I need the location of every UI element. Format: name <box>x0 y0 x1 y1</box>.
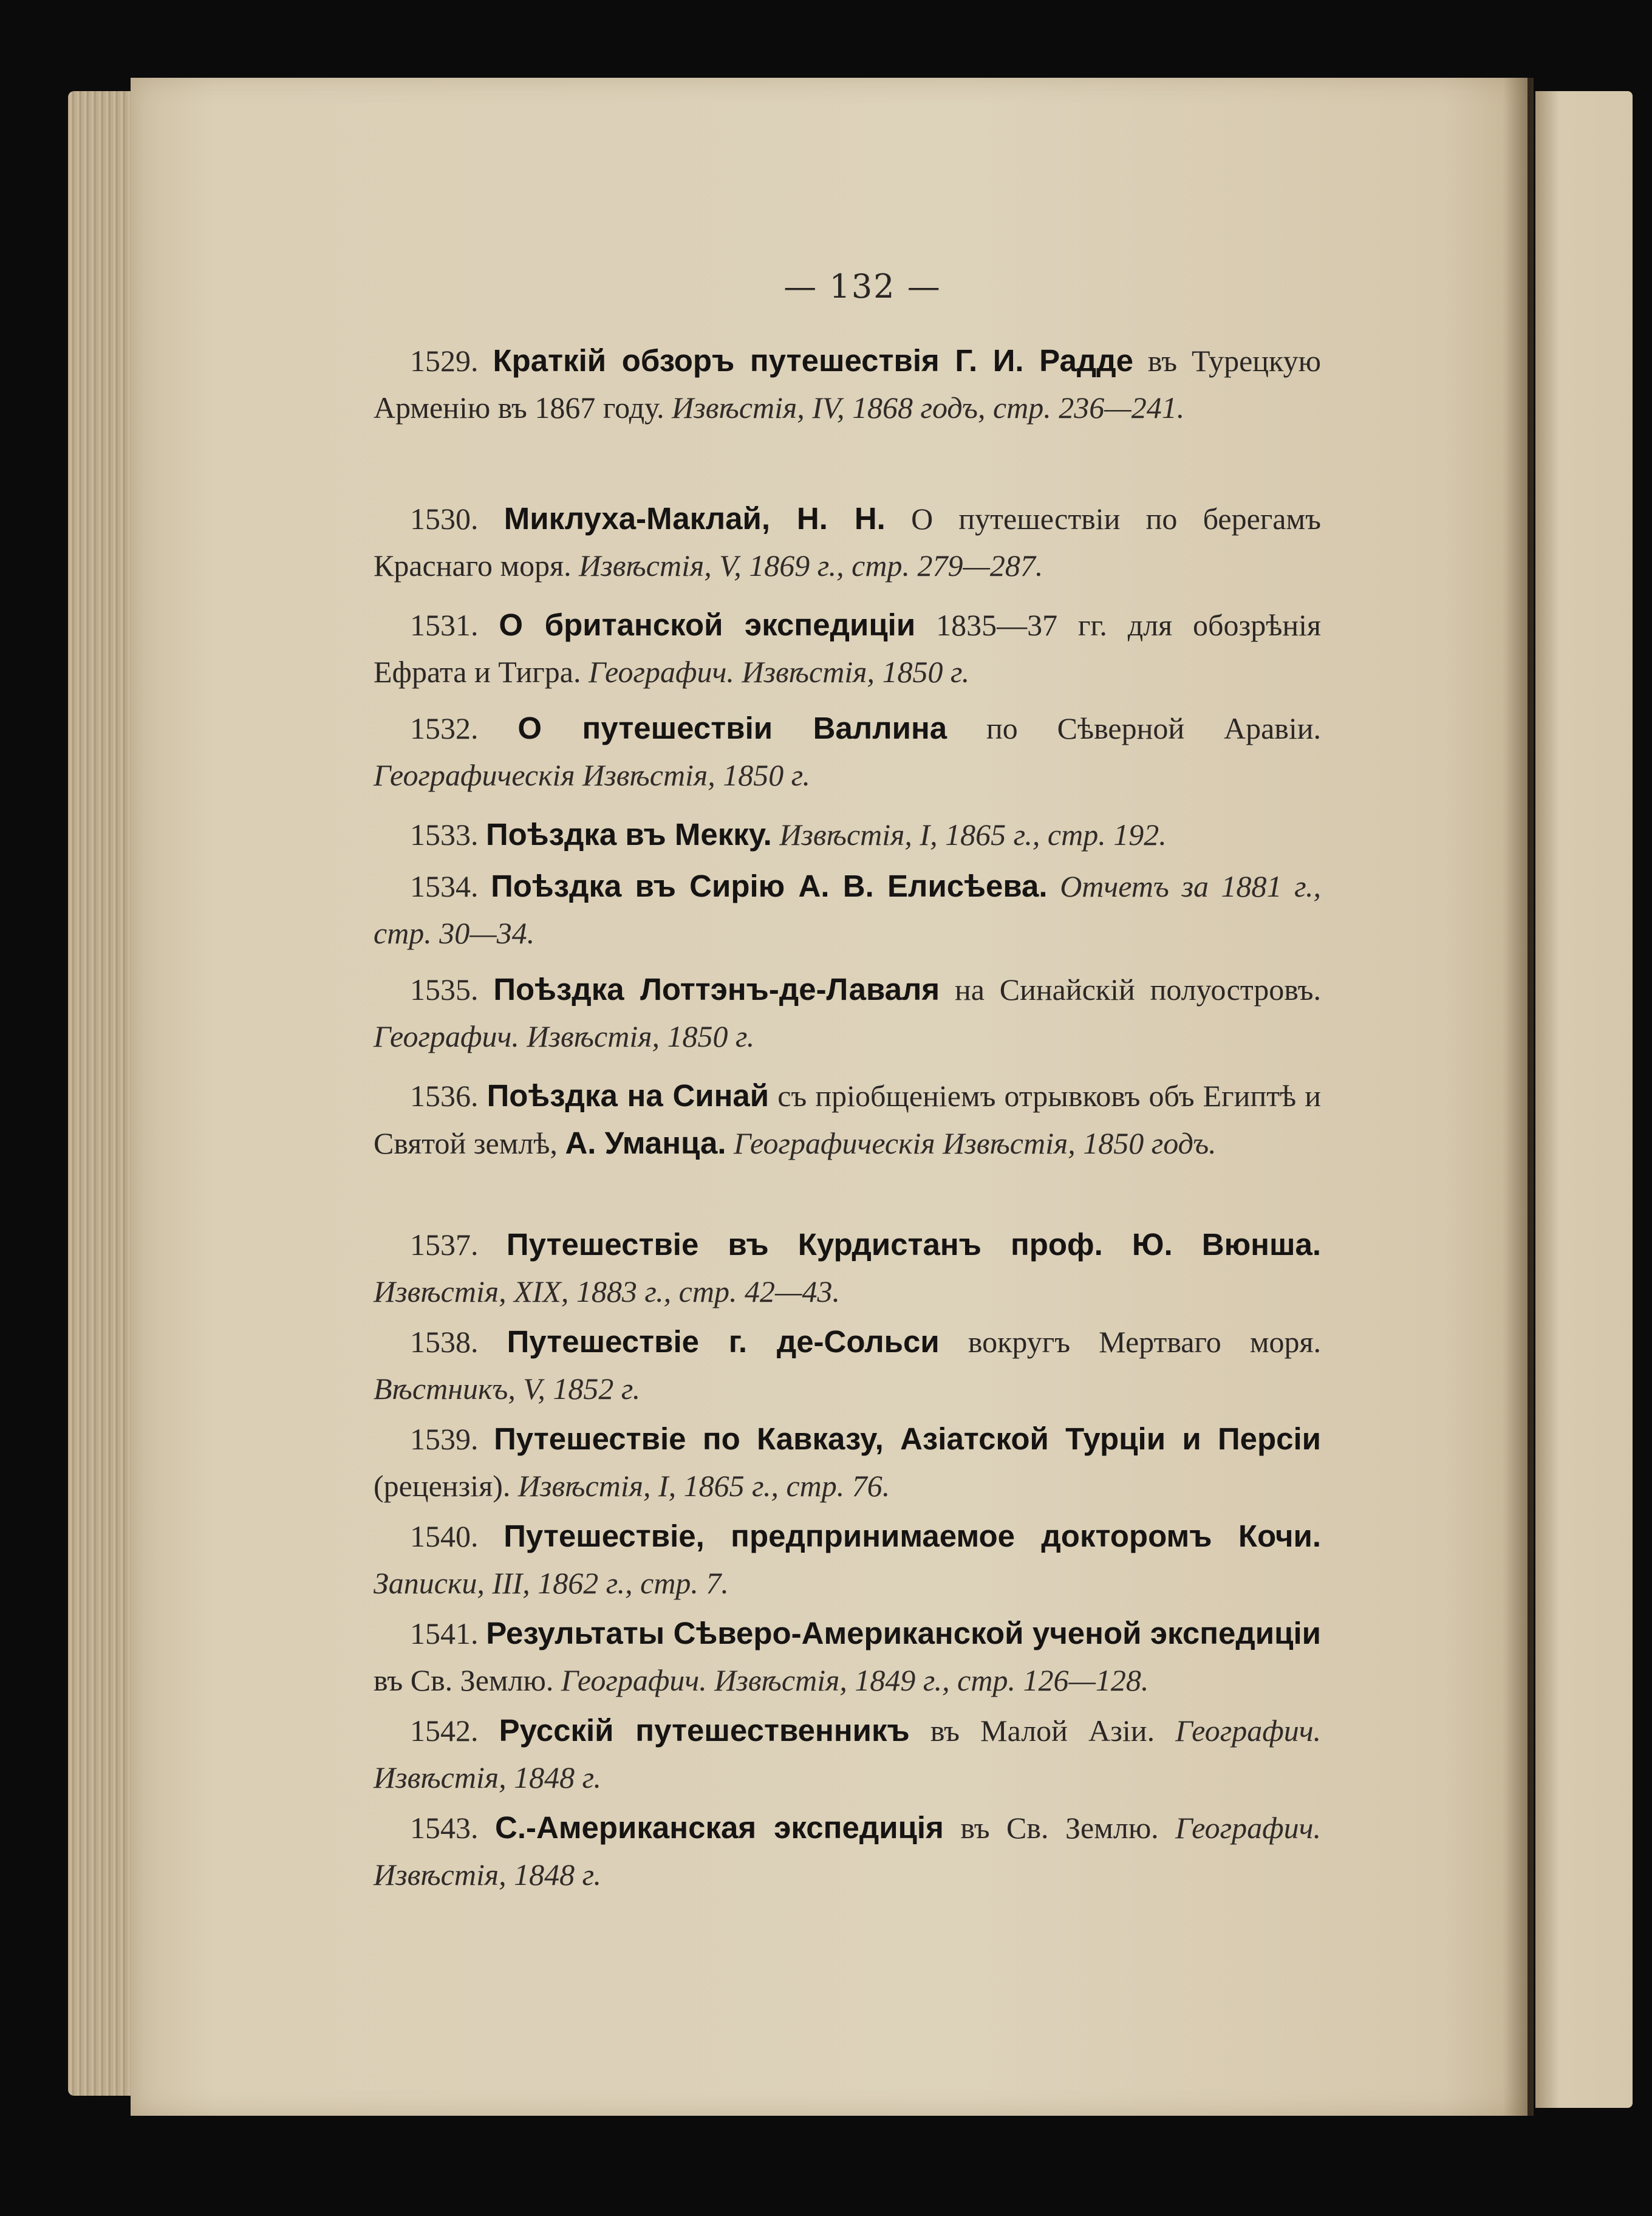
entry-source: Вѣстникъ, V, 1852 г. <box>374 1372 641 1406</box>
entry-description: вокругъ Мертваго моря. <box>968 1325 1321 1359</box>
entry-number: 1536. <box>410 1079 479 1113</box>
entry-description: въ Св. Землю. <box>374 1663 554 1697</box>
facing-page <box>1535 91 1633 2108</box>
bibliography-entry <box>374 1221 1321 1315</box>
entry-source: Извѣстія, IV, 1868 годъ, стр. 236—241. <box>672 391 1185 425</box>
entry-source: Записки, III, 1862 г., стр. 7. <box>374 1566 729 1600</box>
entry-title: О путешествіи Валлина <box>517 711 947 745</box>
bibliography-entry <box>374 1707 1321 1801</box>
bibliography-entry <box>374 495 1321 589</box>
entry-number: 1534. <box>410 869 479 903</box>
entry-source: Географич. Извѣстія, 1848 г. <box>374 1714 1322 1794</box>
entry-source: Географич. Извѣстія, 1850 г. <box>374 1019 755 1053</box>
bibliography-entry <box>374 966 1321 1060</box>
entry-source: Географич. Извѣстія, 1848 г. <box>374 1811 1322 1892</box>
entry-number: 1535. <box>410 973 479 1007</box>
entry-source: Географическія Извѣстія, 1850 г. <box>374 758 811 792</box>
entry-title: Поѣздка въ Мекку. <box>486 817 772 852</box>
entry-number: 1532. <box>410 711 479 745</box>
entry-source: Извѣстія, V, 1869 г., стр. 279—287. <box>579 549 1043 583</box>
entry-title: Миклуха-Маклай, Н. Н. <box>503 501 886 536</box>
entry-title: Русскій путешественникъ <box>499 1713 910 1748</box>
entry-number: 1539. <box>410 1422 479 1456</box>
entry-title: Путешествіе въ Курдистанъ проф. Ю. Вюнша. <box>506 1227 1322 1262</box>
bibliography-entry <box>374 1072 1321 1167</box>
entry-number: 1530. <box>410 502 479 536</box>
entry-source: Извѣстія, XIX, 1883 г., стр. 42—43. <box>374 1274 840 1308</box>
bibliography-entry <box>374 337 1321 431</box>
entry-source: Географич. Извѣстія, 1850 г. <box>589 655 970 689</box>
entry-number: 1540. <box>410 1519 479 1553</box>
entry-number: 1542. <box>410 1714 479 1748</box>
bibliography-entry <box>374 1318 1321 1412</box>
entry-description: по Сѣверной Аравіи. <box>986 711 1322 745</box>
entry-description: въ Св. Землю. <box>960 1811 1159 1845</box>
entry-source: Географич. Извѣстія, 1849 г., стр. 126—128. <box>561 1663 1149 1697</box>
binding-gutter <box>1503 78 1534 2116</box>
bibliography-entry <box>374 1415 1321 1510</box>
bibliography-entry <box>374 811 1321 858</box>
entry-description: О путешествіи по берегамъ Краснаго моря. <box>374 502 1321 583</box>
bibliography-entry <box>374 705 1321 799</box>
entry-description: съ пріобщеніемъ отрывковъ объ Египтѣ и Святой землѣ, <box>374 1079 1322 1160</box>
entry-description: (рецензія). <box>374 1469 511 1503</box>
entry-source: Отчетъ за 1881 г., стр. 30—34. <box>374 869 1322 950</box>
entry-title: Краткій обзоръ путешествія Г. И. Радде <box>493 343 1133 378</box>
entry-description: въ Малой Азіи. <box>930 1714 1155 1748</box>
entry-number: 1531. <box>410 608 479 642</box>
entry-description: въ Турецкую Арменію въ 1867 году. <box>374 344 1321 425</box>
bibliography-entry <box>374 1513 1321 1607</box>
bibliography-entry <box>374 863 1321 957</box>
page-number: — 132 — <box>783 267 941 306</box>
entry-title: С.-Американская экспедиція <box>495 1810 944 1845</box>
entry-author: А. Уманца. <box>565 1126 726 1160</box>
entry-title: Путешествіе, предпринимаемое докторомъ Кочи. <box>503 1519 1321 1553</box>
entry-title: О британской экспедиціи <box>499 607 916 642</box>
entry-number: 1529. <box>410 344 479 378</box>
bibliography-entry <box>374 1804 1321 1898</box>
entry-title: Путешествіе по Кавказу, Азіатской Турціи и Персіи <box>494 1421 1322 1456</box>
entry-description: на Синайскій полуостровъ. <box>955 973 1321 1007</box>
entry-number: 1533. <box>410 818 479 852</box>
entry-title: Поѣздка въ Сирію А. В. Елисѣева. <box>491 869 1048 903</box>
entry-number: 1537. <box>410 1228 479 1262</box>
entry-source: Извѣстія, I, 1865 г., стр. 192. <box>779 818 1167 852</box>
entry-title: Результаты Сѣверо-Американской ученой экспедиціи <box>486 1616 1322 1650</box>
entry-description: 1835—37 гг. для обозрѣнія Ефрата и Тигра. <box>374 608 1322 689</box>
entry-title: Поѣздка Лоттэнъ-де-Лаваля <box>493 972 940 1007</box>
entry-title: Путешествіе г. де-Сольси <box>507 1324 940 1359</box>
entry-number: 1541. <box>410 1616 479 1650</box>
entry-source: Извѣстія, I, 1865 г., стр. 76. <box>517 1469 890 1503</box>
entry-number: 1543. <box>410 1811 479 1845</box>
bibliography-entry <box>374 1610 1321 1704</box>
entry-number: 1538. <box>410 1325 479 1359</box>
entry-title: Поѣздка на Синай <box>486 1078 770 1113</box>
entry-source: Географическія Извѣстія, 1850 годъ. <box>734 1126 1217 1160</box>
bibliography-entry <box>374 601 1321 696</box>
